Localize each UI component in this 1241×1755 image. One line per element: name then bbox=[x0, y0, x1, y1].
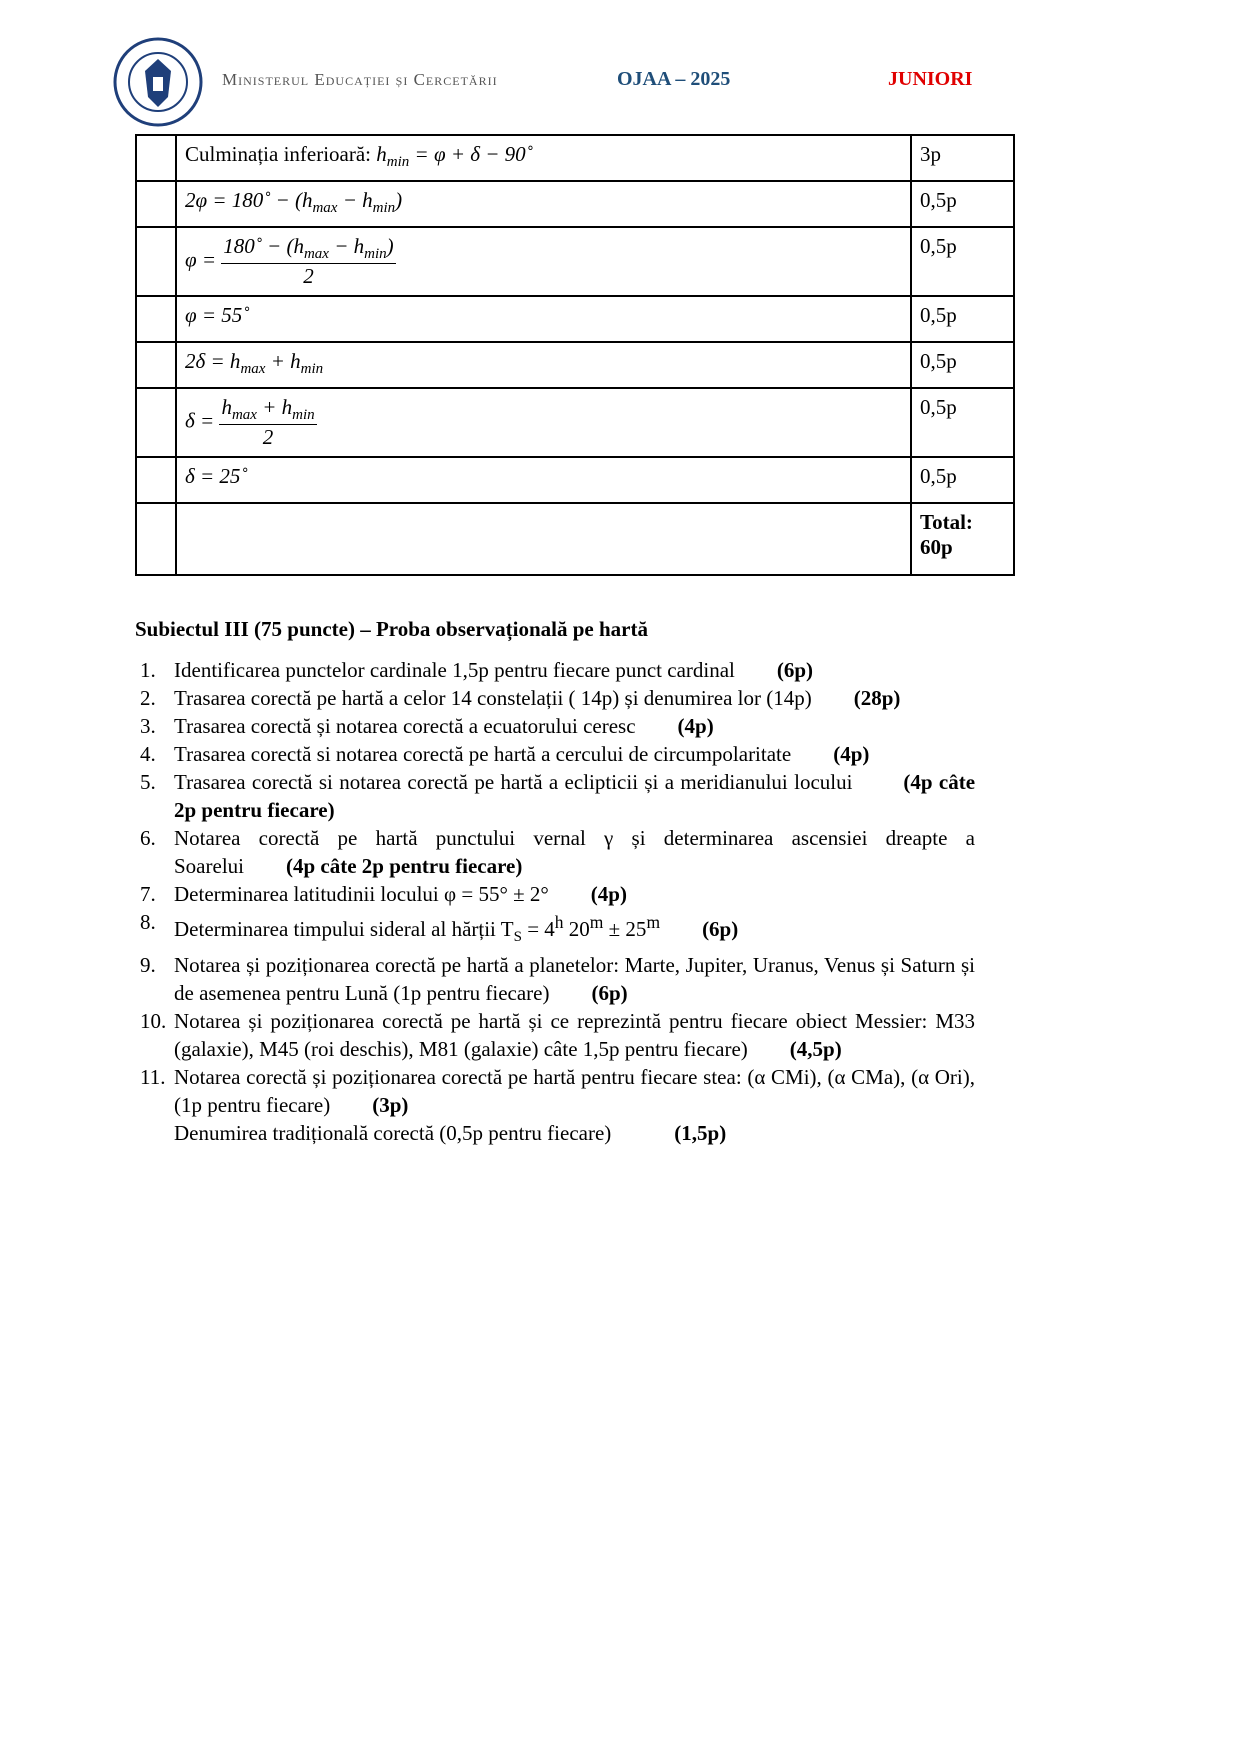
item-text: Notarea corectă pe hartă punctului vernal γ și determinarea ascensiei dreapte a Soarelui bbox=[174, 826, 975, 878]
item-points: (6p) bbox=[591, 981, 628, 1006]
table-row bbox=[136, 342, 1014, 388]
points: 0,5p bbox=[911, 181, 1014, 227]
list-item bbox=[135, 768, 975, 824]
table-row bbox=[136, 503, 1014, 575]
list-item bbox=[135, 880, 975, 908]
row-label: Culminația inferioară: bbox=[185, 142, 377, 166]
list-item bbox=[135, 656, 975, 684]
item-number: 3. bbox=[140, 714, 156, 738]
table-row bbox=[136, 296, 1014, 342]
item-text: Trasarea corectă pe hartă a celor 14 constelații ( 14p) și denumirea lor (14p) bbox=[174, 686, 812, 710]
points: 0,5p bbox=[911, 388, 1014, 457]
points: 0,5p bbox=[911, 296, 1014, 342]
item-points: (4p câte 2p pentru fiecare) bbox=[285, 854, 523, 878]
item-number: 4. bbox=[140, 742, 156, 766]
points: 0,5p bbox=[911, 342, 1014, 388]
formula: δ = 25˚ bbox=[176, 457, 911, 503]
item-text: Notarea corectă și poziționarea corectă pe hartă pentru fiecare stea: (α CMi), (α CMa), (α Ori),(1p pentru fiecare) bbox=[174, 1065, 975, 1118]
item-number: 9. bbox=[140, 953, 156, 978]
table-row bbox=[136, 181, 1014, 227]
item-points: (3p) bbox=[372, 1093, 409, 1118]
points: 0,5p bbox=[911, 457, 1014, 503]
contest-title: OJAA – 2025 bbox=[617, 68, 731, 90]
item-points: (4p câte 2p pentru fiecare) bbox=[174, 770, 976, 822]
formula: φ = 55˚ bbox=[176, 296, 911, 342]
government-seal-logo bbox=[113, 37, 203, 127]
criteria-list bbox=[135, 656, 975, 1147]
item-points: (6p) bbox=[776, 658, 814, 682]
item-points: (6p) bbox=[702, 917, 739, 941]
section-title: Subiectul III (75 puncte) – Proba observațională pe hartă bbox=[135, 617, 648, 641]
formula: $h_{min} = \varphi + \delta$ − 90˚ bbox=[376, 142, 533, 171]
list-item: 8. Determinarea timpului sideral al hărții $T_S = 4^h$ $20^m \pm 25^m$ (6p) bbox=[140, 910, 739, 946]
list-item bbox=[135, 824, 975, 880]
item-number: 7. bbox=[140, 882, 156, 906]
item-text: Identificarea punctelor cardinale 1,5p pentru fiecare punct cardinal bbox=[174, 658, 735, 682]
list-item: 11. Notarea corectă și poziționarea corectă pe hartă pentru fiecare stea: (α CMi), (α CMa), (α Ori),(1p pentru fiecare) (3p) Denumirea tradițională corectă (0,5p pentru fiecare) (1,5p) bbox=[140, 1065, 975, 1146]
category-label: JUNIORI bbox=[888, 68, 973, 90]
item-number: 10. bbox=[140, 1009, 167, 1034]
list-item bbox=[135, 740, 975, 768]
table-row bbox=[136, 227, 1014, 296]
item-text: Trasarea corectă si notarea corectă pe hartă a cercului de circumpolaritate bbox=[174, 742, 792, 766]
item-points: (28p) bbox=[853, 686, 901, 710]
item-points: (4,5p) bbox=[789, 1037, 842, 1062]
item-number: 11. bbox=[140, 1065, 166, 1090]
scoring-table bbox=[135, 134, 1015, 576]
item-text: Notarea și poziționarea corectă pe hartă și ce reprezintă pentru fiecare obiect Messier: M33 (galaxie), M45 (roi deschis), M81 (galaxie) câte 1,5p pentru fiecare) bbox=[174, 1009, 975, 1062]
points: 3p bbox=[911, 135, 1014, 181]
item-number: 5. bbox=[140, 770, 156, 794]
points: 0,5p bbox=[911, 227, 1014, 296]
item-text: Determinarea latitudinii locului φ = 55° ± 2° bbox=[174, 882, 549, 906]
formula: 2φ = 180˚ − $(h_{max} - h_{min})$ bbox=[176, 181, 911, 227]
table-row bbox=[136, 457, 1014, 503]
formula: δ = $\frac{h_{max} + h_{min}}{2}$ bbox=[176, 388, 911, 457]
item-number: 1. bbox=[140, 658, 156, 682]
item-points: (4p) bbox=[677, 714, 714, 738]
formula: φ = $\frac{180˚ - (h_{max} - h_{min})}{2}$ bbox=[176, 227, 911, 296]
ministry-name: Ministerul Educației și Cercetării bbox=[222, 70, 498, 89]
item-text: Notarea și poziționarea corectă pe hartă a planetelor: Marte, Jupiter, Uranus, Venus și Saturn și de asemenea pentru Lună (1p pentru fiecare) bbox=[174, 953, 975, 1006]
item-text: Trasarea corectă și notarea corectă a ecuatorului ceresc bbox=[174, 714, 636, 738]
item-number: 8. bbox=[140, 910, 156, 934]
item-points: (4p) bbox=[590, 882, 627, 906]
item-text: Trasarea corectă si notarea corectă pe hartă a eclipticii și a meridianului locului bbox=[174, 770, 853, 794]
item-points: (4p) bbox=[833, 742, 870, 766]
total-points: Total: 60p bbox=[911, 503, 1014, 575]
table-row bbox=[136, 135, 1014, 181]
list-item bbox=[135, 712, 975, 740]
list-item bbox=[135, 1007, 975, 1063]
item-number: 6. bbox=[140, 826, 156, 850]
item-number: 2. bbox=[140, 686, 156, 710]
table-row bbox=[136, 388, 1014, 457]
list-item bbox=[135, 951, 975, 1007]
formula: $2\delta = h_{max} + h_{min}$ bbox=[176, 342, 911, 388]
list-item bbox=[135, 684, 975, 712]
